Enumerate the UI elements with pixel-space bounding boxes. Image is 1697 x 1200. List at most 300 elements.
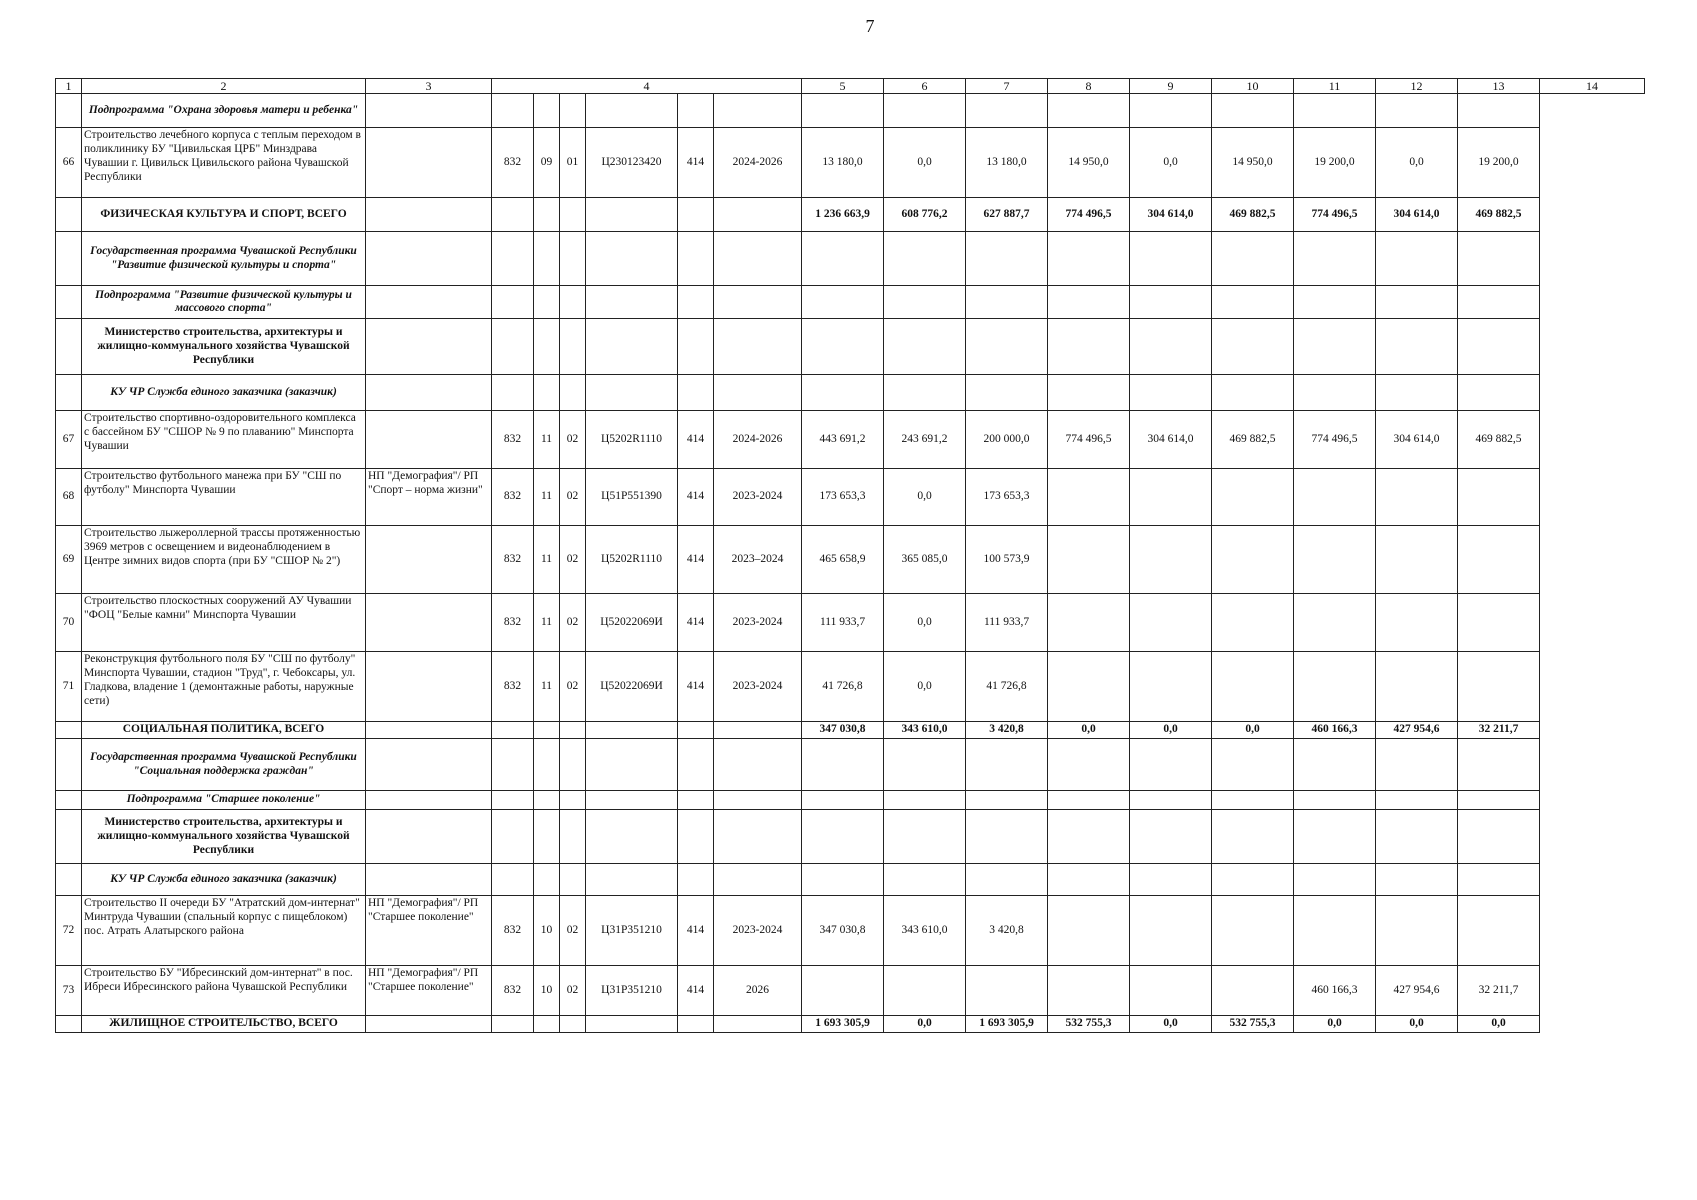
empty-cell (1212, 94, 1294, 128)
empty-cell (884, 232, 966, 286)
empty-cell (1212, 375, 1294, 411)
amount-v7: 0,0 (884, 128, 966, 198)
empty-cell (1130, 739, 1212, 791)
empty-cell (586, 232, 678, 286)
empty-cell (56, 286, 82, 319)
empty-cell (714, 375, 802, 411)
empty-cell (1212, 739, 1294, 791)
empty-cell (966, 319, 1048, 375)
empty-cell (678, 1016, 714, 1033)
amount-v6: 13 180,0 (802, 128, 884, 198)
table-row (56, 469, 1645, 526)
column-header: 12 (1376, 79, 1458, 94)
total-v10: 304 614,0 (1130, 198, 1212, 232)
code-ministry: 832 (492, 128, 534, 198)
empty-cell (366, 1016, 492, 1033)
empty-cell (1130, 319, 1212, 375)
empty-cell (1048, 375, 1130, 411)
amount-v8: 41 726,8 (966, 652, 1048, 722)
amount-v9 (1048, 594, 1130, 652)
empty-cell (366, 375, 492, 411)
empty-cell (966, 375, 1048, 411)
object-name: Строительство БУ "Ибресинский дом-интернат" в пос. Ибреси Ибресинского района Чувашской Республики (82, 966, 366, 1016)
empty-cell (802, 232, 884, 286)
total-v12: 460 166,3 (1294, 722, 1376, 739)
empty-cell (586, 286, 678, 319)
empty-cell (1376, 375, 1458, 411)
empty-cell (1212, 864, 1294, 896)
empty-cell (492, 375, 534, 411)
program-row (56, 739, 1645, 791)
row-number: 67 (56, 411, 82, 469)
amount-v10 (1130, 594, 1212, 652)
empty-cell (1048, 232, 1130, 286)
amount-v10: 304 614,0 (1130, 411, 1212, 469)
empty-cell (56, 722, 82, 739)
empty-cell (586, 375, 678, 411)
total-v7: 0,0 (884, 1016, 966, 1033)
total-v7: 343 610,0 (884, 722, 966, 739)
empty-cell (366, 810, 492, 864)
amount-v8: 100 573,9 (966, 526, 1048, 594)
empty-cell (586, 94, 678, 128)
empty-cell (678, 722, 714, 739)
empty-cell (678, 810, 714, 864)
empty-cell (678, 198, 714, 232)
empty-cell (802, 319, 884, 375)
empty-cell (1376, 810, 1458, 864)
amount-v8: 173 653,3 (966, 469, 1048, 526)
total-v6: 347 030,8 (802, 722, 884, 739)
empty-cell (884, 94, 966, 128)
code-subsection: 02 (560, 966, 586, 1016)
amount-v8: 200 000,0 (966, 411, 1048, 469)
empty-cell (802, 94, 884, 128)
amount-v10 (1130, 469, 1212, 526)
column-header: 5 (802, 79, 884, 94)
code-subsection: 02 (560, 469, 586, 526)
empty-cell (1376, 319, 1458, 375)
empty-cell (1458, 319, 1540, 375)
code-section: 10 (534, 896, 560, 966)
table-row (56, 896, 1645, 966)
amount-v13 (1376, 526, 1458, 594)
total-v14: 469 882,5 (1458, 198, 1540, 232)
empty-cell (802, 375, 884, 411)
row-number: 71 (56, 652, 82, 722)
object-name: Строительство лыжероллерной трассы протяженностью 3969 метров с освещением и видеонаблюдением в Центре зимних видов спорта (при БУ "СШОР № 2") (82, 526, 366, 594)
empty-cell (678, 864, 714, 896)
empty-cell (534, 232, 560, 286)
empty-cell (1212, 319, 1294, 375)
total-v14: 32 211,7 (1458, 722, 1540, 739)
program-row (56, 94, 1645, 128)
total-v10: 0,0 (1130, 722, 1212, 739)
empty-cell (1130, 375, 1212, 411)
code-target-article: Ц51Р551390 (586, 469, 678, 526)
amount-v11 (1212, 966, 1294, 1016)
empty-cell (1376, 739, 1458, 791)
total-v12: 0,0 (1294, 1016, 1376, 1033)
empty-cell (366, 198, 492, 232)
column-header-row (56, 79, 1645, 94)
total-v8: 627 887,7 (966, 198, 1048, 232)
column-header: 8 (1048, 79, 1130, 94)
amount-v7: 365 085,0 (884, 526, 966, 594)
empty-cell (56, 864, 82, 896)
code-section: 11 (534, 469, 560, 526)
total-v9: 532 755,3 (1048, 1016, 1130, 1033)
national-project (366, 594, 492, 652)
empty-cell (1048, 286, 1130, 319)
empty-cell (366, 319, 492, 375)
organization-row (56, 810, 1645, 864)
empty-cell (492, 739, 534, 791)
amount-v13 (1376, 594, 1458, 652)
empty-cell (492, 791, 534, 810)
empty-cell (678, 791, 714, 810)
empty-cell (1376, 864, 1458, 896)
empty-cell (884, 375, 966, 411)
empty-cell (802, 739, 884, 791)
code-ministry: 832 (492, 526, 534, 594)
amount-v14 (1458, 652, 1540, 722)
empty-cell (714, 94, 802, 128)
program-row (56, 375, 1645, 411)
empty-cell (492, 864, 534, 896)
code-target-article: Ц52022069И (586, 594, 678, 652)
empty-cell (492, 810, 534, 864)
code-expense-type: 414 (678, 128, 714, 198)
empty-cell (714, 319, 802, 375)
object-name: Строительство II очереди БУ "Атратский дом-интернат" Минтруда Чувашии (спальный корпус с пищеблоком) пос. Атрать Алатырского района (82, 896, 366, 966)
empty-cell (1130, 810, 1212, 864)
code-subsection: 02 (560, 526, 586, 594)
empty-cell (492, 722, 534, 739)
column-header: 14 (1540, 79, 1645, 94)
empty-cell (1376, 791, 1458, 810)
national-project: НП "Демография"/ РП "Старшее поколение" (366, 966, 492, 1016)
amount-v9: 14 950,0 (1048, 128, 1130, 198)
empty-cell (678, 375, 714, 411)
page-number: 7 (865, 16, 875, 36)
section-title: СОЦИАЛЬНАЯ ПОЛИТИКА, ВСЕГО (82, 722, 366, 739)
empty-cell (1458, 739, 1540, 791)
empty-cell (560, 1016, 586, 1033)
total-v13: 304 614,0 (1376, 198, 1458, 232)
empty-cell (492, 319, 534, 375)
empty-cell (678, 286, 714, 319)
row-number: 72 (56, 896, 82, 966)
empty-cell (1048, 94, 1130, 128)
column-header: 4 (492, 79, 802, 94)
object-name: Строительство плоскостных сооружений АУ Чувашии "ФОЦ "Белые камни" Минспорта Чувашии (82, 594, 366, 652)
row-number: 68 (56, 469, 82, 526)
empty-cell (534, 286, 560, 319)
code-section: 11 (534, 526, 560, 594)
code-subsection: 01 (560, 128, 586, 198)
empty-cell (1212, 232, 1294, 286)
national-project: НП "Демография"/ РП "Старшее поколение" (366, 896, 492, 966)
total-v9: 0,0 (1048, 722, 1130, 739)
empty-cell (560, 319, 586, 375)
empty-cell (534, 864, 560, 896)
amount-v8: 13 180,0 (966, 128, 1048, 198)
empty-cell (560, 864, 586, 896)
column-header: 9 (1130, 79, 1212, 94)
row-number: 69 (56, 526, 82, 594)
total-v13: 0,0 (1376, 1016, 1458, 1033)
code-ministry: 832 (492, 652, 534, 722)
amount-v10 (1130, 896, 1212, 966)
program-row (56, 286, 1645, 319)
amount-v10 (1130, 526, 1212, 594)
empty-cell (1294, 739, 1376, 791)
code-expense-type: 414 (678, 411, 714, 469)
empty-cell (534, 791, 560, 810)
amount-v14: 19 200,0 (1458, 128, 1540, 198)
empty-cell (56, 94, 82, 128)
column-header: 2 (82, 79, 366, 94)
code-subsection: 02 (560, 652, 586, 722)
empty-cell (966, 791, 1048, 810)
table-row (56, 652, 1645, 722)
empty-cell (492, 94, 534, 128)
empty-cell (1048, 739, 1130, 791)
empty-cell (966, 94, 1048, 128)
amount-v7: 0,0 (884, 594, 966, 652)
total-v14: 0,0 (1458, 1016, 1540, 1033)
row-number: 73 (56, 966, 82, 1016)
empty-cell (534, 319, 560, 375)
amount-v9 (1048, 652, 1130, 722)
empty-cell (560, 198, 586, 232)
table-row (56, 966, 1645, 1016)
budget-table (55, 78, 1645, 1033)
code-section: 11 (534, 652, 560, 722)
empty-cell (56, 1016, 82, 1033)
column-header: 1 (56, 79, 82, 94)
national-project (366, 652, 492, 722)
table-row (56, 411, 1645, 469)
total-v8: 3 420,8 (966, 722, 1048, 739)
empty-cell (802, 864, 884, 896)
amount-v11: 469 882,5 (1212, 411, 1294, 469)
empty-cell (56, 319, 82, 375)
empty-cell (534, 94, 560, 128)
empty-cell (366, 232, 492, 286)
empty-cell (534, 739, 560, 791)
code-target-article: Ц5202R1110 (586, 411, 678, 469)
empty-cell (714, 286, 802, 319)
empty-cell (1458, 286, 1540, 319)
amount-v11: 14 950,0 (1212, 128, 1294, 198)
empty-cell (966, 739, 1048, 791)
amount-v6: 443 691,2 (802, 411, 884, 469)
national-project: НП "Демография"/ РП "Спорт – норма жизни" (366, 469, 492, 526)
object-name: Строительство лечебного корпуса с теплым переходом в поликлинику БУ "Цивильская ЦРБ" Минздрава Чувашии г. Цивильск Цивильского района Чувашской Республики (82, 128, 366, 198)
object-name: Строительство футбольного манежа при БУ "СШ по футболу" Минспорта Чувашии (82, 469, 366, 526)
section-total-row (56, 1016, 1645, 1033)
amount-v7: 343 610,0 (884, 896, 966, 966)
row-number: 66 (56, 128, 82, 198)
empty-cell (560, 810, 586, 864)
amount-v12 (1294, 594, 1376, 652)
total-v7: 608 776,2 (884, 198, 966, 232)
amount-v9 (1048, 966, 1130, 1016)
empty-cell (56, 810, 82, 864)
empty-cell (714, 198, 802, 232)
amount-v7: 0,0 (884, 469, 966, 526)
construction-period: 2023–2024 (714, 526, 802, 594)
empty-cell (714, 810, 802, 864)
total-v10: 0,0 (1130, 1016, 1212, 1033)
empty-cell (1294, 375, 1376, 411)
empty-cell (586, 739, 678, 791)
program-row (56, 864, 1645, 896)
amount-v14 (1458, 896, 1540, 966)
amount-v12: 460 166,3 (1294, 966, 1376, 1016)
empty-cell (560, 791, 586, 810)
empty-cell (560, 375, 586, 411)
program-row (56, 791, 1645, 810)
empty-cell (714, 722, 802, 739)
amount-v9: 774 496,5 (1048, 411, 1130, 469)
empty-cell (586, 722, 678, 739)
total-v6: 1 236 663,9 (802, 198, 884, 232)
amount-v6: 347 030,8 (802, 896, 884, 966)
empty-cell (492, 286, 534, 319)
program-title: Государственная программа Чувашской Республики "Развитие физической культуры и спорта" (82, 232, 366, 286)
empty-cell (1294, 810, 1376, 864)
empty-cell (1376, 286, 1458, 319)
empty-cell (1212, 810, 1294, 864)
empty-cell (56, 232, 82, 286)
empty-cell (1130, 864, 1212, 896)
total-v11: 469 882,5 (1212, 198, 1294, 232)
empty-cell (534, 1016, 560, 1033)
total-v6: 1 693 305,9 (802, 1016, 884, 1033)
empty-cell (714, 739, 802, 791)
amount-v13: 304 614,0 (1376, 411, 1458, 469)
column-header: 11 (1294, 79, 1376, 94)
empty-cell (534, 810, 560, 864)
construction-period: 2024-2026 (714, 128, 802, 198)
construction-period: 2023-2024 (714, 594, 802, 652)
amount-v13: 427 954,6 (1376, 966, 1458, 1016)
amount-v7 (884, 966, 966, 1016)
empty-cell (966, 286, 1048, 319)
amount-v12 (1294, 469, 1376, 526)
empty-cell (1458, 864, 1540, 896)
program-title: Подпрограмма "Старшее поколение" (82, 791, 366, 810)
empty-cell (1294, 319, 1376, 375)
amount-v8: 3 420,8 (966, 896, 1048, 966)
amount-v12 (1294, 526, 1376, 594)
empty-cell (366, 739, 492, 791)
empty-cell (678, 739, 714, 791)
total-v11: 0,0 (1212, 722, 1294, 739)
row-number: 70 (56, 594, 82, 652)
amount-v6: 111 933,7 (802, 594, 884, 652)
program-title: Подпрограмма "Развитие физической культуры и массового спорта" (82, 286, 366, 319)
empty-cell (714, 864, 802, 896)
empty-cell (966, 232, 1048, 286)
empty-cell (1458, 94, 1540, 128)
empty-cell (492, 198, 534, 232)
empty-cell (1212, 791, 1294, 810)
empty-cell (884, 864, 966, 896)
national-project (366, 411, 492, 469)
amount-v14: 32 211,7 (1458, 966, 1540, 1016)
program-row (56, 232, 1645, 286)
section-title: ЖИЛИЩНОЕ СТРОИТЕЛЬСТВО, ВСЕГО (82, 1016, 366, 1033)
empty-cell (1376, 232, 1458, 286)
amount-v11 (1212, 652, 1294, 722)
amount-v11 (1212, 526, 1294, 594)
program-title: Подпрограмма "Охрана здоровья матери и ребенка" (82, 94, 366, 128)
total-v13: 427 954,6 (1376, 722, 1458, 739)
empty-cell (366, 286, 492, 319)
code-target-article: Ц31Р351210 (586, 896, 678, 966)
empty-cell (1458, 810, 1540, 864)
amount-v6: 465 658,9 (802, 526, 884, 594)
empty-cell (534, 722, 560, 739)
amount-v12: 19 200,0 (1294, 128, 1376, 198)
amount-v9 (1048, 896, 1130, 966)
code-expense-type: 414 (678, 469, 714, 526)
empty-cell (492, 1016, 534, 1033)
empty-cell (678, 232, 714, 286)
empty-cell (534, 198, 560, 232)
budget-table-container (55, 78, 1645, 1033)
code-target-article: Ц230123420 (586, 128, 678, 198)
empty-cell (802, 810, 884, 864)
empty-cell (1458, 791, 1540, 810)
empty-cell (1048, 810, 1130, 864)
section-title: ФИЗИЧЕСКАЯ КУЛЬТУРА И СПОРТ, ВСЕГО (82, 198, 366, 232)
empty-cell (1130, 232, 1212, 286)
code-section: 11 (534, 411, 560, 469)
empty-cell (586, 1016, 678, 1033)
amount-v10 (1130, 652, 1212, 722)
code-subsection: 02 (560, 411, 586, 469)
code-ministry: 832 (492, 966, 534, 1016)
code-section: 10 (534, 966, 560, 1016)
empty-cell (714, 1016, 802, 1033)
section-total-row (56, 722, 1645, 739)
empty-cell (586, 791, 678, 810)
code-target-article: Ц5202R1110 (586, 526, 678, 594)
empty-cell (966, 864, 1048, 896)
code-target-article: Ц52022069И (586, 652, 678, 722)
amount-v6: 173 653,3 (802, 469, 884, 526)
code-ministry: 832 (492, 594, 534, 652)
column-header: 3 (366, 79, 492, 94)
empty-cell (802, 791, 884, 810)
empty-cell (56, 198, 82, 232)
empty-cell (366, 722, 492, 739)
amount-v11 (1212, 469, 1294, 526)
empty-cell (1294, 232, 1376, 286)
empty-cell (586, 198, 678, 232)
amount-v8 (966, 966, 1048, 1016)
object-name: Реконструкция футбольного поля БУ "СШ по футболу" Минспорта Чувашии, стадион "Труд", г. Чебоксары, ул. Гладкова, владение 1 (демонтажные работы, наружные сети) (82, 652, 366, 722)
code-expense-type: 414 (678, 594, 714, 652)
construction-period: 2023-2024 (714, 652, 802, 722)
amount-v13: 0,0 (1376, 128, 1458, 198)
national-project (366, 128, 492, 198)
